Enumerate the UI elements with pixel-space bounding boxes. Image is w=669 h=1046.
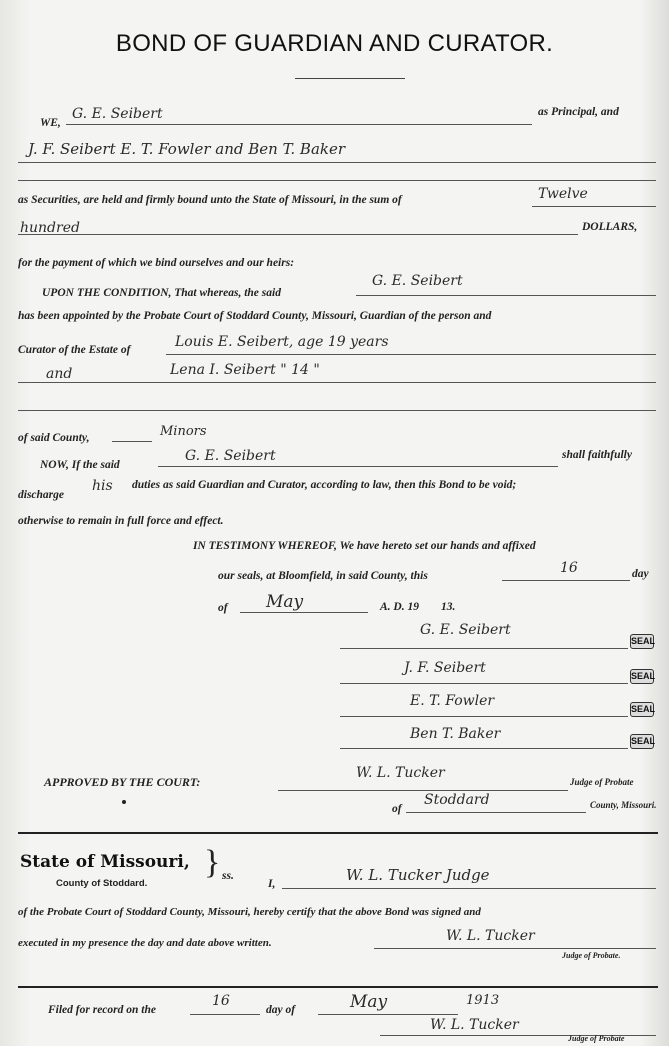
month-line	[240, 612, 368, 613]
now-name: G. E. Seibert	[185, 448, 276, 464]
now-if-text: NOW, If the said	[40, 459, 120, 471]
filing-month-line	[318, 1014, 458, 1015]
signature-line-1	[340, 648, 628, 649]
guardian-name: G. E. Seibert	[372, 273, 463, 289]
his-text: his	[92, 478, 113, 494]
securities-line	[18, 162, 656, 163]
approval-of-label: of	[392, 803, 402, 815]
testimony-day-number: 16	[560, 560, 578, 576]
approved-label: APPROVED BY THE COURT:	[44, 775, 201, 789]
approval-line	[278, 790, 568, 791]
ward-line-2	[18, 382, 656, 383]
filing-signature: W. L. Tucker	[430, 1017, 519, 1033]
testimony-line1: IN TESTIMONY WHEREOF, We have hereto set our hands and affixed	[193, 540, 536, 552]
certificate-signature: W. L. Tucker	[446, 928, 535, 944]
of-label: of	[218, 602, 228, 614]
state-of-missouri: State of Missouri,	[20, 852, 190, 872]
certificate-line2: executed in my presence the day and date above written.	[18, 937, 272, 949]
judge-of-probate-label: Judge of Probate	[570, 777, 634, 787]
sum-part2: hundred	[20, 220, 80, 236]
appointed-text: has been appointed by the Probate Court of Stoddard County, Missouri, Guardian of the person and	[18, 310, 492, 322]
discharge-text: discharge	[18, 489, 64, 501]
approval-county-line	[406, 812, 586, 813]
signature-3: E. T. Fowler	[410, 693, 495, 709]
document-title: BOND OF GUARDIAN AND CURATOR.	[115, 30, 554, 57]
and-text: and	[46, 366, 73, 382]
ss-label: ss.	[222, 870, 234, 882]
stray-mark	[122, 800, 126, 804]
ad-year: 13.	[441, 601, 456, 613]
guardian-line	[356, 295, 656, 296]
seal-4: SEAL	[630, 734, 654, 749]
condition-text: UPON THE CONDITION, That whereas, the said	[42, 287, 281, 299]
day-line	[502, 580, 630, 581]
signature-line-3	[340, 716, 628, 717]
principal-name: G. E. Seibert	[72, 106, 163, 122]
certificate-signature-line	[374, 948, 656, 949]
securities-names: J. F. Seibert E. T. Fowler and Ben T. Baker	[28, 140, 346, 158]
of-county-text: of said County,	[18, 432, 90, 444]
certificate-line1: of the Probate Court of Stoddard County, Missouri, hereby certify that the above Bond was signed and	[18, 906, 481, 918]
approval-county: Stoddard	[424, 792, 490, 808]
ward-2: Lena I. Seibert " 14 "	[170, 362, 320, 378]
certificate-judge: W. L. Tucker Judge	[346, 866, 490, 884]
section-separator-1	[18, 832, 658, 834]
approval-judge-signature: W. L. Tucker	[356, 765, 445, 781]
ad-label: A. D. 19	[380, 601, 419, 613]
now-line	[158, 466, 558, 467]
signature-2: J. F. Seibert	[404, 660, 486, 676]
seal-1: SEAL	[630, 634, 654, 649]
payment-text: for the payment of which we bind ourselves and our heirs:	[18, 257, 295, 269]
we-label: WE,	[40, 117, 61, 129]
ward-line-3	[18, 410, 656, 411]
filing-day-line	[190, 1014, 260, 1015]
filing-day: 16	[212, 993, 230, 1009]
sum-part1: Twelve	[538, 186, 588, 202]
day-word: day	[632, 568, 649, 580]
sum-line-1	[532, 206, 656, 207]
duties-text: duties as said Guardian and Curator, according to law, then this Bond to be void;	[132, 479, 517, 491]
minors-text: Minors	[160, 424, 207, 439]
county-missouri-label: County, Missouri.	[590, 800, 657, 810]
signature-line-4	[340, 748, 628, 749]
dollars-label: DOLLARS,	[582, 221, 638, 233]
signature-1: G. E. Seibert	[420, 622, 511, 638]
ward-1: Louis E. Seibert, age 19 years	[175, 334, 389, 350]
ward-line-1	[166, 354, 656, 355]
curator-of-text: Curator of the Estate of	[18, 344, 131, 356]
section-separator-2	[18, 986, 658, 988]
title-underline	[295, 78, 405, 79]
filing-year: 1913	[466, 993, 500, 1008]
certificate-judge-label: Judge of Probate.	[562, 951, 621, 960]
filing-judge-label: Judge of Probate	[568, 1034, 625, 1043]
testimony-month: May	[266, 592, 304, 612]
as-securities-text: as Securities, are held and firmly bound unto the State of Missouri, in the sum of	[18, 194, 402, 206]
filing-day-of: day of	[266, 1004, 296, 1016]
principal-line	[66, 124, 532, 125]
certificate-judge-line	[282, 888, 656, 889]
shall-text: shall faithfully	[562, 449, 632, 461]
seal-3: SEAL	[630, 702, 654, 717]
i-label: I,	[268, 878, 276, 890]
as-principal-text: as Principal, and	[538, 106, 619, 118]
county-of-stoddard: County of Stoddard.	[56, 878, 148, 889]
signature-line-2	[340, 683, 628, 684]
otherwise-text: otherwise to remain in full force and effect.	[18, 515, 224, 527]
county-short-line	[112, 441, 152, 442]
sum-line-2	[18, 234, 578, 235]
blank-line-1	[18, 180, 656, 181]
brace: }	[204, 844, 221, 881]
filing-month: May	[350, 992, 388, 1012]
signature-4: Ben T. Baker	[410, 726, 501, 742]
seal-2: SEAL	[630, 669, 654, 684]
testimony-line2: our seals, at Bloomfield, in said County, this	[218, 570, 428, 582]
filed-text: Filed for record on the	[48, 1004, 156, 1016]
